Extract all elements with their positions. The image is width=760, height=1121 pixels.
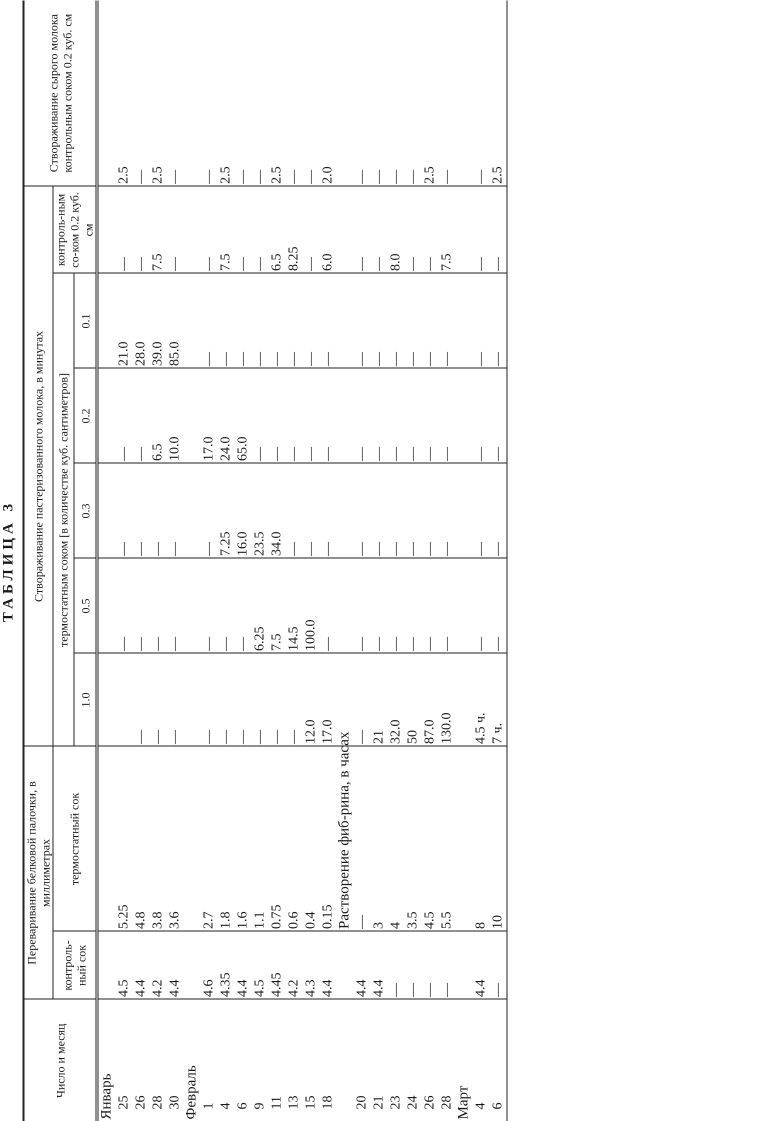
table-cell: — (132, 368, 149, 463)
table-cell: 1.1 (251, 746, 268, 931)
table-cell: — (489, 368, 507, 463)
table-cell: 0.6 (285, 746, 302, 931)
table-cell: — (472, 273, 489, 368)
table-cell: — (353, 273, 370, 368)
table-cell: — (268, 368, 285, 463)
table-row (353, 0, 370, 1121)
table-cell: — (472, 368, 489, 463)
table-cell: — (421, 368, 438, 463)
table-cell: — (319, 368, 336, 463)
table-cell: 23 (387, 999, 404, 1121)
table-cell: 24.0 (217, 368, 234, 463)
table-cell: 21 (370, 653, 387, 746)
header-vol-01: 0.1 (74, 273, 97, 368)
table-cell: — (472, 186, 489, 273)
table-cell: — (489, 931, 507, 999)
table-cell: — (251, 186, 268, 273)
table-cell: — (302, 273, 319, 368)
table-cell: 2.0 (320, 165, 335, 184)
table-cell: 30 (166, 999, 183, 1121)
table-row (319, 0, 336, 1121)
table-cell: 7.25 (217, 463, 234, 558)
table-cell: 8 (472, 746, 489, 931)
table-cell: — (285, 463, 302, 558)
table-row (285, 0, 302, 1121)
table-cell: — (489, 558, 507, 653)
table-cell: — (200, 463, 217, 558)
table-row (268, 0, 285, 1121)
table-cell: 5.5 (438, 746, 455, 931)
table-cell: — (235, 169, 250, 184)
table-cell: 2.5 (422, 165, 437, 184)
table-cell: — (353, 368, 370, 463)
table-row (404, 0, 421, 1121)
section-note: Растворение фиб-рина, в часах (336, 746, 353, 931)
table-cell: 4.4 (353, 931, 370, 999)
table-cell: — (387, 558, 404, 653)
table-cell: — (438, 931, 455, 999)
table-cell: 6.25 (251, 558, 268, 653)
table-cell: — (370, 186, 387, 273)
table-cell: — (115, 368, 132, 463)
table-cell: 0.75 (268, 746, 285, 931)
table-cell: — (302, 463, 319, 558)
table-cell: 2.5 (218, 165, 233, 184)
table-caption: ТАБЛИЦА 3 (0, 499, 16, 622)
table-cell: 4.4 (166, 931, 183, 999)
table-row (472, 0, 489, 1121)
table-cell: — (489, 273, 507, 368)
table-cell: 0.15 (319, 746, 336, 931)
table-cell: — (251, 653, 268, 746)
table-cell: 28 (438, 999, 455, 1121)
table-cell: 3.8 (149, 746, 166, 931)
table-cell: 87.0 (421, 653, 438, 746)
table-cell: — (132, 558, 149, 653)
table-cell: 2.5 (150, 165, 165, 184)
month-label: Февраль (183, 999, 200, 1121)
table-cell: — (421, 186, 438, 273)
header-thermo-subgroup: термостатным соком [в количестве куб. сантиметров] (53, 273, 74, 746)
table-cell: 6.5 (268, 186, 285, 273)
table-cell: 85.0 (166, 273, 183, 368)
table-cell: 9 (251, 999, 268, 1121)
table-cell: 6 (489, 999, 507, 1121)
table-cell: — (388, 169, 403, 184)
table-cell: 4.2 (285, 931, 302, 999)
table-cell: 4.4 (234, 931, 251, 999)
table-cell: — (404, 463, 421, 558)
table-cell: 32.0 (387, 653, 404, 746)
header-curdling: Створаживание пастеризованного молока, в минутах (23, 186, 53, 746)
table-cell: 17.0 (319, 653, 336, 746)
table-cell: 13 (285, 999, 302, 1121)
table-cell: 130.0 (438, 653, 455, 746)
table-cell: — (200, 273, 217, 368)
table-cell: — (354, 169, 369, 184)
table-cell: 34.0 (268, 463, 285, 558)
table-cell: — (302, 368, 319, 463)
header-digestion-thermo: термостатный сок (53, 746, 97, 931)
table-row (149, 0, 166, 1121)
table-cell: — (404, 931, 421, 999)
table-cell: — (252, 169, 267, 184)
table-cell: 3 (370, 746, 387, 931)
table-cell: — (404, 273, 421, 368)
table-cell: — (371, 169, 386, 184)
table-cell: 4.2 (149, 931, 166, 999)
table-row (234, 0, 251, 1121)
table-row (132, 0, 149, 1121)
table-cell: — (115, 463, 132, 558)
table-cell: — (421, 931, 438, 999)
table-cell: 6.5 (149, 368, 166, 463)
table-cell: — (421, 273, 438, 368)
table-cell: — (200, 186, 217, 273)
table-cell: 4.4 (319, 931, 336, 999)
table-cell: — (438, 463, 455, 558)
table-row (370, 0, 387, 1121)
table-cell: — (387, 273, 404, 368)
table-cell: 7.5 (438, 186, 455, 273)
table-cell: — (353, 558, 370, 653)
header-vol-02: 0.2 (74, 368, 97, 463)
table-row (438, 0, 455, 1121)
table-cell: 21 (370, 999, 387, 1121)
table-cell: — (370, 368, 387, 463)
table-cell: 65.0 (234, 368, 251, 463)
table-cell: 4.8 (132, 746, 149, 931)
table-cell: 11 (268, 999, 285, 1121)
table-cell: 4 (217, 999, 234, 1121)
table-cell: 4 (472, 999, 489, 1121)
table-cell: — (489, 186, 507, 273)
header-vol-03: 0.3 (74, 463, 97, 558)
table-cell: — (200, 558, 217, 653)
table-cell: — (353, 186, 370, 273)
table-cell: 1.8 (217, 746, 234, 931)
table-cell: — (149, 653, 166, 746)
table-row (251, 0, 268, 1121)
table-cell: 16.0 (234, 463, 251, 558)
table-cell: 4.4 (472, 931, 489, 999)
table-cell: — (404, 368, 421, 463)
table-cell: — (166, 653, 183, 746)
table-cell: 1.6 (234, 746, 251, 931)
header-vol-10: 1.0 (74, 653, 97, 746)
table-cell: — (200, 653, 217, 746)
table-cell: 7 ч. (489, 653, 507, 746)
table-cell: — (285, 368, 302, 463)
table-cell: 3.6 (166, 746, 183, 931)
table-cell: — (404, 558, 421, 653)
table-cell: 8.0 (387, 186, 404, 273)
table-cell: — (268, 273, 285, 368)
table-cell: 4.5 (251, 931, 268, 999)
table-cell: — (251, 368, 268, 463)
table-cell: — (353, 746, 370, 931)
table-cell: 18 (319, 999, 336, 1121)
table-cell: — (303, 169, 318, 184)
table-cell: — (404, 186, 421, 273)
table-cell: — (353, 653, 370, 746)
table-cell: — (438, 558, 455, 653)
table-cell: 7.5 (268, 558, 285, 653)
table-cell: 4.5 (421, 746, 438, 931)
table-cell: — (489, 463, 507, 558)
table-cell: — (319, 273, 336, 368)
table-cell: 28 (149, 999, 166, 1121)
table-cell: — (166, 558, 183, 653)
table-row (115, 0, 132, 1121)
table-row (217, 0, 234, 1121)
table-cell: — (370, 463, 387, 558)
table-cell: 3.5 (404, 746, 421, 931)
table-cell: — (472, 558, 489, 653)
table-cell: — (438, 273, 455, 368)
table-cell: 1 (200, 999, 217, 1121)
table-row (387, 0, 404, 1121)
table-row (302, 0, 319, 1121)
table-cell: — (421, 463, 438, 558)
table-cell: 2.7 (200, 746, 217, 931)
table-cell: 21.0 (115, 273, 132, 368)
data-table (22, 0, 507, 1121)
header-digestion: Переваривание белковой палочки, в миллиметрах (23, 746, 53, 999)
table-cell: — (370, 273, 387, 368)
table-cell: — (421, 558, 438, 653)
table-cell: 39.0 (149, 273, 166, 368)
table-cell: 2.5 (269, 165, 284, 184)
table-cell: — (319, 463, 336, 558)
table-cell: 4.35 (217, 931, 234, 999)
table-cell: 26 (132, 999, 149, 1121)
table-cell: 2.5 (116, 165, 131, 184)
table-cell: — (115, 186, 132, 273)
table-cell: 20 (353, 999, 370, 1121)
header-digestion-control: контроль-ный сок (53, 931, 97, 999)
table-cell: — (286, 169, 301, 184)
table-cell: — (133, 169, 148, 184)
month-label: Март (455, 999, 472, 1121)
table-cell: 26 (421, 999, 438, 1121)
table-cell: — (201, 169, 216, 184)
table-cell: 17.0 (200, 368, 217, 463)
table-cell: 5.25 (115, 746, 132, 931)
table-cell: — (217, 273, 234, 368)
table-cell: — (439, 169, 454, 184)
table-cell: 10.0 (166, 368, 183, 463)
table-cell: 4 (387, 746, 404, 931)
table-cell: 10 (489, 746, 507, 931)
table-row (166, 0, 183, 1121)
table-cell: — (115, 558, 132, 653)
table-cell: — (217, 558, 234, 653)
table-cell: — (387, 463, 404, 558)
table-cell: — (472, 463, 489, 558)
table-cell: 25 (115, 999, 132, 1121)
table-cell (115, 653, 132, 746)
table-cell: — (370, 558, 387, 653)
table-cell: 7.5 (217, 186, 234, 273)
table-cell: 100.0 (302, 558, 319, 653)
table-cell: — (132, 463, 149, 558)
table-row (200, 0, 217, 1121)
table-cell: 23.5 (251, 463, 268, 558)
table-cell: — (353, 463, 370, 558)
table-cell: — (234, 558, 251, 653)
table-cell: — (285, 273, 302, 368)
table-cell: 2.5 (489, 0, 507, 186)
table-cell: 4.5 ч. (472, 653, 489, 746)
table-cell: 15 (302, 999, 319, 1121)
table-cell: — (319, 558, 336, 653)
table-cell: — (149, 463, 166, 558)
table-cell: 4.45 (268, 931, 285, 999)
table-cell: 0.4 (302, 746, 319, 931)
table-cell: 24 (404, 999, 421, 1121)
table-cell: — (302, 186, 319, 273)
table-cell: 6.0 (319, 186, 336, 273)
table-cell: — (166, 186, 183, 273)
table-cell: — (132, 186, 149, 273)
table-cell: 6 (234, 999, 251, 1121)
table-cell: — (149, 558, 166, 653)
table-cell: — (268, 653, 285, 746)
table-cell: 4.4 (132, 931, 149, 999)
table-cell: — (251, 273, 268, 368)
table-cell: — (234, 273, 251, 368)
month-label: Январь (97, 999, 116, 1121)
table-cell: 28.0 (132, 273, 149, 368)
table-cell: — (473, 169, 488, 184)
table-row (421, 0, 438, 1121)
table-row (489, 0, 507, 1121)
header-raw-milk: Створаживание сырого молока контрольным соком 0.2 куб. см (23, 0, 97, 186)
table-cell: — (167, 169, 182, 184)
table-cell: 50 (404, 653, 421, 746)
header-control-02: контроль-ным со-ком 0.2 куб. см (53, 186, 97, 273)
table-cell: 7.5 (149, 186, 166, 273)
table-cell: 14.5 (285, 558, 302, 653)
table-cell: — (285, 653, 302, 746)
table-cell: — (217, 653, 234, 746)
table-cell: 4.6 (200, 931, 217, 999)
table-cell: — (438, 368, 455, 463)
table-cell: 4.5 (115, 931, 132, 999)
table-cell: — (166, 463, 183, 558)
table-cell: 12.0 (302, 653, 319, 746)
table-cell: — (405, 169, 420, 184)
table-cell: — (132, 653, 149, 746)
header-date: Число и месяц (23, 999, 97, 1121)
header-vol-05: 0.5 (74, 558, 97, 653)
table-cell: — (234, 186, 251, 273)
table-cell: — (387, 368, 404, 463)
table-cell: 4.3 (302, 931, 319, 999)
table-cell: 8.25 (285, 186, 302, 273)
table-cell: 4.4 (370, 931, 387, 999)
table-cell: — (387, 931, 404, 999)
table-cell: — (234, 653, 251, 746)
